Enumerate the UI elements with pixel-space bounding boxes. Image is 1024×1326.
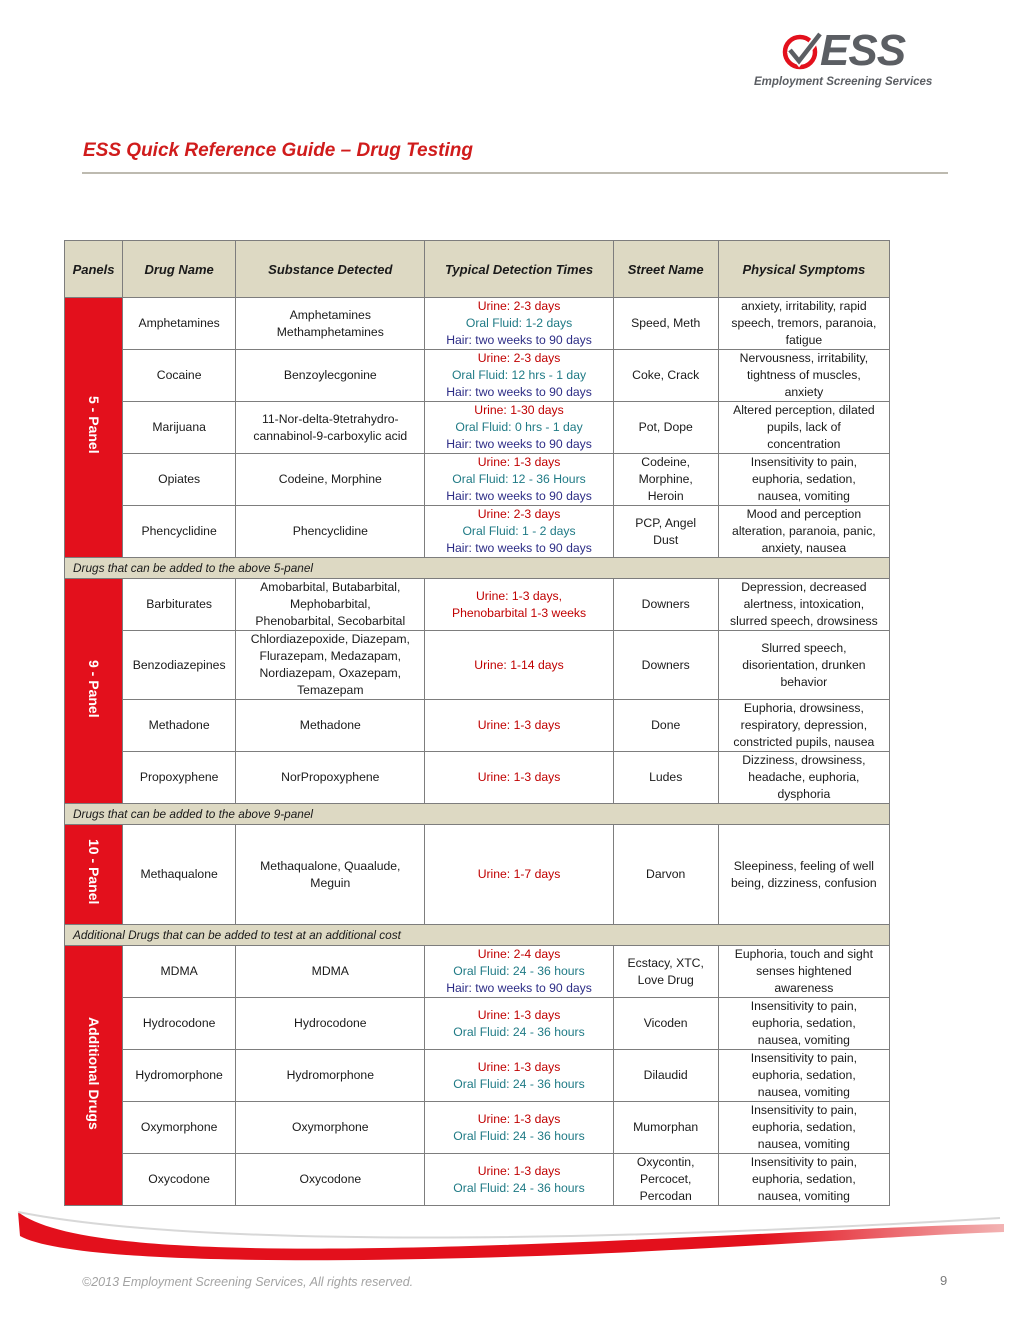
- symptoms-cell: Sleepiness, feeling of well being, dizziness, confusion: [718, 825, 889, 925]
- panel-cell-9: [65, 579, 123, 804]
- section-row: [65, 558, 890, 579]
- table-row: [65, 998, 890, 1050]
- ess-checkmark-icon: [780, 30, 824, 70]
- substance-cell: Methaqualone, Quaalude, Meguin: [236, 825, 425, 925]
- drug-name-cell: Hydrocodone: [123, 998, 236, 1050]
- header-cell: Panels: [65, 241, 123, 298]
- panel-label: 9 - Panel: [86, 659, 103, 718]
- section-label: Additional Drugs that can be added to test at an additional cost: [65, 925, 890, 946]
- drug-name-cell: Propoxyphene: [123, 752, 236, 804]
- drug-name-cell: Barbiturates: [123, 579, 236, 631]
- symptoms-cell: Altered perception, dilated pupils, lack of concentration: [718, 402, 889, 454]
- symptoms-cell: Insensitivity to pain, euphoria, sedation, nausea, vomiting: [718, 1102, 889, 1154]
- table-row: [65, 946, 890, 998]
- detection-cell: Urine: 1-14 days: [425, 631, 613, 700]
- drug-name-cell: Benzodiazepines: [123, 631, 236, 700]
- detection-cell: Urine: 2-3 days Oral Fluid: 12 hrs - 1 day Hair: two weeks to 90 days: [425, 350, 613, 402]
- symptoms-cell: Insensitivity to pain, euphoria, sedation, nausea, vomiting: [718, 998, 889, 1050]
- detection-cell: Urine: 1-3 days Oral Fluid: 24 - 36 hours: [425, 1050, 613, 1102]
- drug-name-cell: Opiates: [123, 454, 236, 506]
- symptoms-cell: Insensitivity to pain, euphoria, sedation, nausea, vomiting: [718, 1154, 889, 1206]
- table-row: [65, 454, 890, 506]
- street-name-cell: PCP, Angel Dust: [613, 506, 718, 558]
- page-number: 9: [940, 1273, 948, 1288]
- copyright-footer: ©2013 Employment Screening Services, All rights reserved.: [82, 1275, 414, 1289]
- substance-cell: 11-Nor-delta-9tetrahydro- cannabinol-9-carboxylic acid: [236, 402, 425, 454]
- symptoms-cell: Nervousness, irritability, tightness of muscles, anxiety: [718, 350, 889, 402]
- detection-cell: Urine: 2-3 days Oral Fluid: 1 - 2 days Hair: two weeks to 90 days: [425, 506, 613, 558]
- street-name-cell: Downers: [613, 579, 718, 631]
- symptoms-cell: Mood and perception alteration, paranoia, panic, anxiety, nausea: [718, 506, 889, 558]
- header-cell: Typical Detection Times: [425, 241, 613, 298]
- symptoms-cell: anxiety, irritability, rapid speech, tremors, paranoia, fatigue: [718, 298, 889, 350]
- table-row: [65, 402, 890, 454]
- substance-cell: Amobarbital, Butabarbital, Mephobarbital, Phenobarbital, Secobarbital: [236, 579, 425, 631]
- panel-label: 5 - Panel: [86, 396, 103, 454]
- detection-cell: Urine: 1-3 days Oral Fluid: 12 - 36 Hours Hair: two weeks to 90 days: [425, 454, 613, 506]
- street-name-cell: Mumorphan: [613, 1102, 718, 1154]
- substance-cell: Oxycodone: [236, 1154, 425, 1206]
- detection-cell: Urine: 1-3 days: [425, 700, 613, 752]
- header-cell: Drug Name: [123, 241, 236, 298]
- title-divider: [82, 172, 948, 174]
- header-cell: Physical Symptoms: [718, 241, 889, 298]
- table-row: [65, 825, 890, 925]
- table-row: [65, 350, 890, 402]
- ess-logo: [750, 28, 945, 94]
- substance-cell: NorPropoxyphene: [236, 752, 425, 804]
- street-name-cell: Downers: [613, 631, 718, 700]
- street-name-cell: Speed, Meth: [613, 298, 718, 350]
- street-name-cell: Ecstacy, XTC, Love Drug: [613, 946, 718, 998]
- table-row: [65, 506, 890, 558]
- street-name-cell: Codeine, Morphine, Heroin: [613, 454, 718, 506]
- street-name-cell: Dilaudid: [613, 1050, 718, 1102]
- drug-name-cell: Amphetamines: [123, 298, 236, 350]
- detection-cell: Urine: 1-3 days Oral Fluid: 24 - 36 hours: [425, 1154, 613, 1206]
- table-row: [65, 631, 890, 700]
- detection-cell: Urine: 2-3 days Oral Fluid: 1-2 days Hair: two weeks to 90 days: [425, 298, 613, 350]
- substance-cell: Codeine, Morphine: [236, 454, 425, 506]
- section-row: [65, 925, 890, 946]
- table-header-row: [65, 241, 890, 298]
- symptoms-cell: Euphoria, drowsiness, respiratory, depression, constricted pupils, nausea: [718, 700, 889, 752]
- symptoms-cell: Dizziness, drowsiness, headache, euphoria, dysphoria: [718, 752, 889, 804]
- header-cell: Substance Detected: [236, 241, 425, 298]
- drug-name-cell: Methadone: [123, 700, 236, 752]
- substance-cell: Methadone: [236, 700, 425, 752]
- panel-cell-additional: [65, 946, 123, 1206]
- table-row: [65, 579, 890, 631]
- panel-label: Additional Drugs: [86, 1016, 103, 1130]
- drug-name-cell: Oxycodone: [123, 1154, 236, 1206]
- substance-cell: Phencyclidine: [236, 506, 425, 558]
- drug-name-cell: Marijuana: [123, 402, 236, 454]
- street-name-cell: Vicoden: [613, 998, 718, 1050]
- symptoms-cell: Insensitivity to pain, euphoria, sedation, nausea, vomiting: [718, 1050, 889, 1102]
- table-row: [65, 1050, 890, 1102]
- drug-name-cell: Hydromorphone: [123, 1050, 236, 1102]
- header-cell: Street Name: [613, 241, 718, 298]
- symptoms-cell: Insensitivity to pain, euphoria, sedation, nausea, vomiting: [718, 454, 889, 506]
- table-row: [65, 1102, 890, 1154]
- drug-testing-table: [64, 240, 890, 1206]
- symptoms-cell: Euphoria, touch and sight senses hightened awareness: [718, 946, 889, 998]
- table-row: [65, 752, 890, 804]
- detection-cell: Urine: 2-4 days Oral Fluid: 24 - 36 hours Hair: two weeks to 90 days: [425, 946, 613, 998]
- detection-cell: Urine: 1-3 days Oral Fluid: 24 - 36 hours: [425, 1102, 613, 1154]
- drug-name-cell: Cocaine: [123, 350, 236, 402]
- substance-cell: Amphetamines Methamphetamines: [236, 298, 425, 350]
- symptoms-cell: Slurred speech, disorientation, drunken behavior: [718, 631, 889, 700]
- street-name-cell: Darvon: [613, 825, 718, 925]
- panel-cell-10: [65, 825, 123, 925]
- detection-cell: Urine: 1-30 days Oral Fluid: 0 hrs - 1 day Hair: two weeks to 90 days: [425, 402, 613, 454]
- street-name-cell: Pot, Dope: [613, 402, 718, 454]
- section-label: Drugs that can be added to the above 5-panel: [65, 558, 890, 579]
- drug-name-cell: Methaqualone: [123, 825, 236, 925]
- drug-name-cell: Phencyclidine: [123, 506, 236, 558]
- substance-cell: MDMA: [236, 946, 425, 998]
- street-name-cell: Ludes: [613, 752, 718, 804]
- panel-label: 10 - Panel: [86, 839, 103, 905]
- table-row: [65, 298, 890, 350]
- substance-cell: Hydromorphone: [236, 1050, 425, 1102]
- section-row: [65, 804, 890, 825]
- drug-name-cell: MDMA: [123, 946, 236, 998]
- substance-cell: Oxymorphone: [236, 1102, 425, 1154]
- detection-cell: Urine: 1-3 days: [425, 752, 613, 804]
- detection-cell: Urine: 1-3 days, Phenobarbital 1-3 weeks: [425, 579, 613, 631]
- street-name-cell: Done: [613, 700, 718, 752]
- substance-cell: Hydrocodone: [236, 998, 425, 1050]
- street-name-cell: Coke, Crack: [613, 350, 718, 402]
- symptoms-cell: Depression, decreased alertness, intoxication, slurred speech, drowsiness: [718, 579, 889, 631]
- footer-swoosh-graphic: [0, 1196, 1024, 1266]
- street-name-cell: Oxycontin, Percocet, Percodan: [613, 1154, 718, 1206]
- substance-cell: Benzoylecgonine: [236, 350, 425, 402]
- detection-cell: Urine: 1-3 days Oral Fluid: 24 - 36 hours: [425, 998, 613, 1050]
- panel-cell-5: [65, 298, 123, 558]
- logo-letters: ESS: [820, 26, 906, 75]
- logo-tagline: Employment Screening Services: [754, 76, 933, 88]
- detection-cell: Urine: 1-7 days: [425, 825, 613, 925]
- table-row: [65, 700, 890, 752]
- page-title: ESS Quick Reference Guide – Drug Testing: [83, 140, 473, 161]
- substance-cell: Chlordiazepoxide, Diazepam, Flurazepam, Medazapam, Nordiazepam, Oxazepam, Temazepam: [236, 631, 425, 700]
- drug-name-cell: Oxymorphone: [123, 1102, 236, 1154]
- section-label: Drugs that can be added to the above 9-panel: [65, 804, 890, 825]
